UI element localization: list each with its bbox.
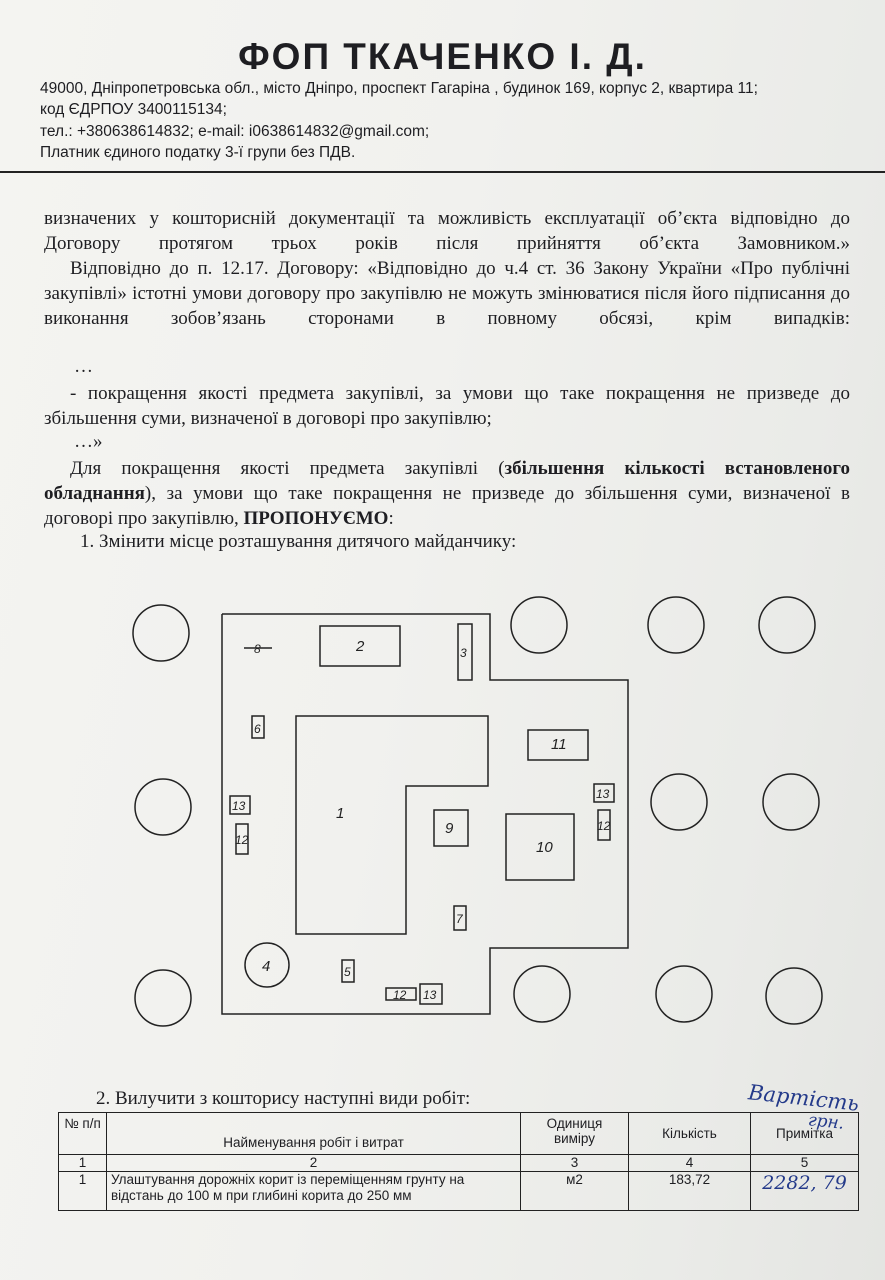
table-col-number-row: [59, 1155, 859, 1172]
propose-word: ПРОПОНУЄМО: [243, 508, 389, 529]
header-name: Найменування робіт і витрат: [107, 1113, 521, 1155]
works-table: [58, 1112, 859, 1211]
address-line: 49000, Дніпропетровська обл., місто Дніпро, проспект Гагаріна , будинок 169, корпус 2, квартира 11;: [40, 80, 758, 97]
handwritten-cost-label: Вартість: [747, 1080, 861, 1116]
table-header-row: [59, 1113, 859, 1155]
label-8: 8: [254, 642, 261, 656]
organization-name: ФОП ТКАЧЕНКО І. Д.: [238, 36, 647, 77]
label-12-left: 12: [235, 833, 249, 847]
item-2: 2. Вилучити з кошторису наступні види робіт:: [96, 1088, 471, 1109]
tree-8: [135, 970, 191, 1026]
col-number: 2: [107, 1155, 521, 1172]
tree-2: [511, 597, 567, 653]
paragraph-3: - покращення якості предмета закупівлі, за умови що таке покращення не призведе до збільшення суми, визначеної в договорі про закупівлю;: [44, 383, 850, 429]
col-number: 4: [629, 1155, 751, 1172]
row-name: Улаштування дорожніх корит із переміщенням грунту на відстань до 100 м при глибині корита до 250 мм: [107, 1172, 521, 1211]
tree-4: [759, 597, 815, 653]
row-unit: м2: [521, 1172, 629, 1211]
tree-9: [514, 966, 570, 1022]
item-1: 1. Змінити місце розташування дитячого майданчику:: [80, 531, 517, 552]
label-13-left: 13: [232, 799, 246, 813]
label-13-bottom: 13: [423, 988, 437, 1002]
tree-6: [651, 774, 707, 830]
table-row: [59, 1172, 859, 1211]
paragraph-2: Відповідно до п. 12.17. Договору: «Відповідно до ч.4 ст. 36 Закону України «Про публічні закупівлі» істотні умови договору про закупівлю не можуть змінюватися після його підписання до виконання зобов’язань сторонами в повному обсязі, крім випадків:: [44, 258, 850, 329]
label-12-bottom: 12: [393, 988, 407, 1002]
paragraph-4-mid: ), за умови що таке покращення не призведе до збільшення суми, визначеної в договорі про закупівлю,: [44, 483, 850, 529]
paragraph-4-start: Для покращення якості предмета закупівлі (: [70, 458, 505, 479]
col-number: 1: [59, 1155, 107, 1172]
label-3: 3: [460, 646, 467, 660]
edrpou-line: код ЄДРПОУ 3400115134;: [40, 101, 227, 118]
building-1: [296, 716, 488, 934]
paragraph-4: [44, 456, 850, 531]
label-2: 2: [356, 638, 365, 655]
label-7: 7: [456, 912, 463, 926]
row-qty: 183,72: [629, 1172, 751, 1211]
label-12-right: 12: [597, 819, 611, 833]
label-9: 9: [445, 820, 454, 837]
paragraph-1: визначених у кошторисній документації та можливість експлуатації об’єкта відповідно до Договору протягом трьох років після прийняття об’єкта Замовником.»: [44, 208, 850, 254]
header-unit: Одиниця виміру: [521, 1113, 629, 1155]
label-11: 11: [551, 736, 567, 753]
tree-10: [656, 966, 712, 1022]
label-1: 1: [336, 805, 345, 822]
row-note: [751, 1172, 859, 1211]
label-4: 4: [262, 958, 271, 975]
paragraph-4-bold: збільшення кількості встановленого обладнання: [44, 458, 850, 504]
header-qty: Кількість: [629, 1113, 751, 1155]
ellipsis-1: …: [74, 356, 93, 377]
ellipsis-2: …»: [74, 431, 103, 452]
tree-7: [763, 774, 819, 830]
tree-3: [648, 597, 704, 653]
label-10: 10: [536, 839, 553, 856]
contacts-line: тел.: +380638614832; e-mail: i0638614832@gmail.com;: [40, 123, 430, 140]
row-num: 1: [59, 1172, 107, 1211]
handwritten-currency: грн.: [807, 1110, 846, 1134]
label-13-right: 13: [596, 787, 610, 801]
header-num: № п/п: [59, 1113, 107, 1155]
handwritten-cost-value: 2282, 79: [762, 1172, 847, 1194]
tax-line: Платник єдиного податку 3-ї групи без ПДВ.: [40, 144, 356, 161]
tree-5: [135, 779, 191, 835]
header-rule: [0, 171, 885, 173]
label-5: 5: [344, 965, 351, 979]
col-number: 3: [521, 1155, 629, 1172]
playground-site-plan: [0, 580, 885, 1050]
header-note: Примітка: [751, 1113, 859, 1155]
paragraph-4-colon: :: [388, 508, 394, 529]
tree-1: [133, 605, 189, 661]
col-number: 5: [751, 1155, 859, 1172]
label-6: 6: [254, 722, 261, 736]
tree-11: [766, 968, 822, 1024]
